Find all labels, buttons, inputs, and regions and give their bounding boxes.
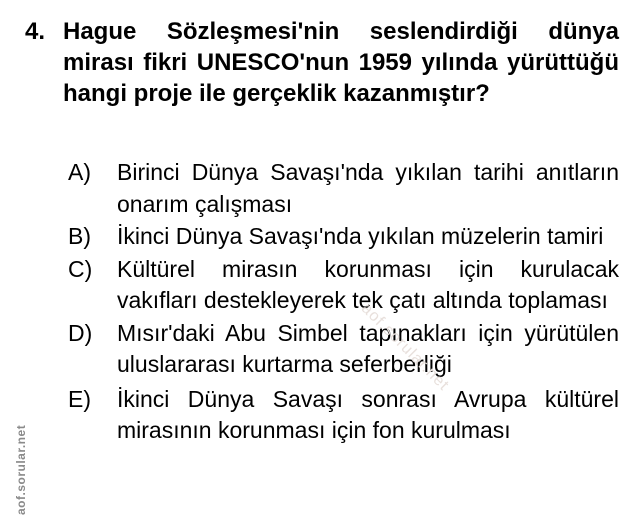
option-a[interactable] [68, 157, 619, 220]
option-d[interactable] [68, 318, 619, 381]
option-e[interactable] [68, 384, 619, 447]
option-letter: A) [68, 159, 91, 185]
question-text: Hague Sözleşmesi'nin seslendirdiği dünya mirası fikri UNESCO'nun 1959 yılında yürüttüğü hangi proje ile gerçeklik kazanmıştır? [63, 18, 619, 107]
side-watermark: aof.sorular.net [14, 424, 28, 515]
option-text: Kültürel mirasın korunması için kurulacak vakıfları destekleyerek tek çatı altında toplaması [117, 255, 619, 313]
option-letter: B) [68, 223, 91, 249]
option-letter: E) [68, 385, 91, 412]
option-letter: C) [68, 255, 93, 282]
option-text: Mısır'daki Abu Simbel tapınakları için yürütülen uluslararası kurtarma seferberliği [117, 319, 619, 377]
option-c[interactable] [68, 254, 619, 317]
option-text: İkinci Dünya Savaşı sonrası Avrupa kültürel mirasının korunması için fon kurulması [117, 385, 619, 443]
option-text: Birinci Dünya Savaşı'nda yıkılan tarihi anıtların onarım çalışması [117, 159, 619, 217]
question [25, 16, 619, 109]
answer-options [68, 157, 619, 448]
option-text: İkinci Dünya Savaşı'nda yıkılan müzelerin tamiri [117, 223, 604, 249]
option-b[interactable] [68, 221, 619, 253]
option-letter: D) [68, 319, 93, 346]
diagonal-watermark: aof.sorular.net [357, 300, 453, 395]
question-number: 4. [25, 18, 46, 45]
